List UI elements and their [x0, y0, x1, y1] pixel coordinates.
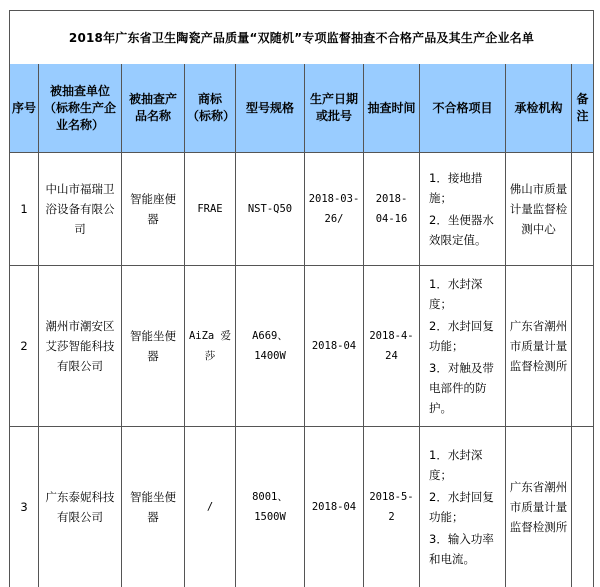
header-brand: 商标（标称）: [185, 64, 236, 152]
header-company: 被抽查单位（标称生产企业名称）: [39, 64, 122, 152]
table-row: [10, 153, 593, 266]
cell-model: A669、1400W: [236, 266, 305, 426]
cell-company: 广东泰妮科技有限公司: [39, 427, 122, 587]
cell-inspector: 广东省潮州市质量计量监督检测所: [506, 427, 572, 587]
cell-brand: FRAE: [185, 153, 236, 265]
cell-check-time: 2018-4-24: [364, 266, 420, 426]
cell-seq: 3: [10, 427, 39, 587]
failed-item: 3．对触及带电部件的防护。: [429, 361, 494, 415]
cell-seq: 2: [10, 266, 39, 426]
cell-failed-items: [420, 153, 506, 265]
failed-item: 2．坐便器水效限定值。: [429, 213, 494, 247]
cell-check-time: 2018-5-2: [364, 427, 420, 587]
failed-item: 1．水封深度；: [429, 448, 483, 482]
table-row: [10, 266, 593, 427]
failed-item: 2．水封回复功能；: [429, 490, 494, 524]
cell-seq: 1: [10, 153, 39, 265]
header-remark: 备注: [576, 92, 589, 123]
failed-item: 3．输入功率和电流。: [429, 532, 494, 566]
cell-date: 2018-04: [305, 266, 364, 426]
table-header-row: [10, 64, 593, 153]
cell-remark: [572, 266, 593, 426]
cell-product: 智能坐便器: [122, 266, 185, 426]
header-product: 被抽查产品名称: [122, 64, 185, 152]
cell-inspector: 佛山市质量计量监督检测中心: [506, 153, 572, 265]
failed-item: 2．水封回复功能；: [429, 319, 494, 353]
header-inspector: 承检机构: [506, 64, 572, 152]
header-date: 生产日期或批号: [305, 64, 364, 152]
cell-date: 2018-04: [305, 427, 364, 587]
cell-brand: /: [185, 427, 236, 587]
table-row: [10, 427, 593, 587]
cell-remark: [572, 427, 593, 587]
cell-company: 潮州市潮安区艾莎智能科技有限公司: [39, 266, 122, 426]
cell-inspector: 广东省潮州市质量计量监督检测所: [506, 266, 572, 426]
document-sheet: [9, 10, 594, 587]
failed-item: 1．水封深度；: [429, 277, 483, 311]
page-title: 2018年广东省卫生陶瓷产品质量“双随机”专项监督抽查不合格产品及其生产企业名单: [10, 11, 593, 65]
cell-failed-items: [420, 427, 506, 587]
cell-model: NST-Q50: [236, 153, 305, 265]
cell-model: 8001、1500W: [236, 427, 305, 587]
cell-product: 智能座便器: [122, 153, 185, 265]
failed-item: 1．接地措施；: [429, 171, 483, 205]
cell-company: 中山市福瑞卫浴设备有限公司: [39, 153, 122, 265]
cell-product: 智能坐便器: [122, 427, 185, 587]
header-failed-items: 不合格项目: [420, 64, 506, 152]
cell-failed-items: [420, 266, 506, 426]
header-seq: 序号: [10, 64, 39, 152]
cell-remark: [572, 153, 593, 265]
cell-check-time: 2018-04-16: [364, 153, 420, 265]
header-check-time: 抽查时间: [364, 64, 420, 152]
header-model: 型号规格: [236, 64, 305, 152]
cell-brand: AiZa 爱莎: [185, 266, 236, 426]
cell-date: 2018-03-26/: [305, 153, 364, 265]
